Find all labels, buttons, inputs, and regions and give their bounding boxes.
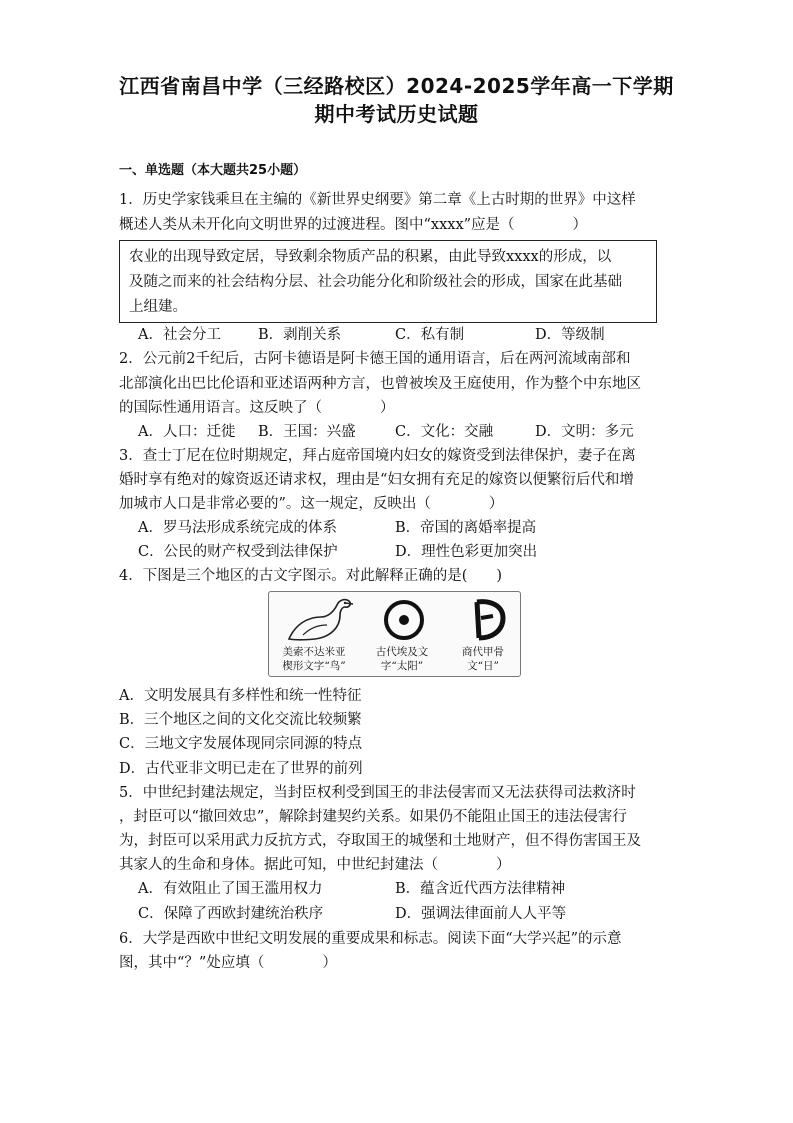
caption-egyptian-1: 古代埃及文 — [375, 646, 429, 658]
q3-option-c[interactable]: C．公民的财产权受到法律保护 — [138, 544, 338, 560]
caption-cuneiform-2: 楔形文字“鸟” — [282, 660, 346, 672]
q2-stem-line2: 北部演化出巴比伦语和亚述语两种方言，也曾被埃及王庭使用，作为整个中东地区 — [119, 376, 641, 392]
q3-stem-line1: 3．查士丁尼在位时期规定，拜占庭帝国境内妇女的嫁资受到法律保护，妻子在离 — [119, 448, 636, 464]
q4-option-c[interactable]: C．三地文字发展体现同宗同源的特点 — [119, 736, 363, 752]
q2-option-c[interactable]: C．文化：交融 — [395, 424, 494, 440]
caption-cuneiform-1: 美索不达米亚 — [282, 646, 346, 658]
q5-option-c[interactable]: C．保障了西欧封建统治秩序 — [138, 906, 324, 922]
q1-option-a[interactable]: A．社会分工 — [138, 327, 221, 343]
q1-option-c[interactable]: C．私有制 — [395, 327, 465, 343]
q1-option-b[interactable]: B．剥削关系 — [258, 327, 342, 343]
q1-stem-line2: 概述人类从未开化向文明世界的过渡进程。图中“xxxx”应是（ ） — [119, 217, 588, 233]
q4-stem: 4．下图是三个地区的古文字图示。对此解释正确的是( ) — [119, 568, 503, 584]
q1-material-box — [119, 240, 657, 323]
q4-option-b[interactable]: B．三个地区之间的文化交流比较频繁 — [119, 712, 362, 728]
q2-option-b[interactable]: B．王国：兴盛 — [258, 424, 356, 440]
q5-option-a[interactable]: A．有效阻止了国王滥用权力 — [138, 881, 323, 897]
q1-material-line1: 农业的出现导致定居，导致剩余物质产品的积累，由此导致xxxx的形成，以 — [129, 249, 612, 265]
q1-material-line2: 及随之而来的社会结构分层、社会功能分化和阶级社会的形成，国家在此基础 — [129, 274, 622, 290]
q5-option-d[interactable]: D．强调法律面前人人平等 — [395, 906, 567, 922]
caption-egyptian-2: 字“太阳” — [380, 660, 424, 672]
caption-oracle-2: 文“日” — [467, 660, 499, 672]
q3-stem-line3: 加城市人口是非常必要的”。这一规定，反映出（ ） — [119, 496, 504, 512]
egyptian-sun-icon — [382, 598, 426, 642]
q5-stem-line2: ，封臣可以“撤回效忠”，解除封建契约关系。如果仍不能阻止国王的违法侵害行 — [119, 809, 627, 825]
ancient-scripts-figure — [268, 591, 521, 677]
q2-option-d[interactable]: D．文明：多元 — [535, 424, 634, 440]
q1-stem-line1: 1．历史学家钱乘旦在主编的《新世界史纲要》第二章《上古时期的世界》中这样 — [119, 192, 636, 208]
q5-stem-line4: 其家人的生命和身体。据此可知，中世纪封建法（ ） — [119, 857, 511, 873]
q3-option-a[interactable]: A．罗马法形成系统完成的体系 — [138, 520, 337, 536]
oracle-bone-sun-icon — [469, 596, 509, 642]
section-heading: 一、单选题（本大题共25小题） — [119, 163, 307, 178]
exam-title-line1: 江西省南昌中学（三经路校区）2024-2025学年高一下学期 — [119, 74, 674, 98]
q5-stem-line3: 为，封臣可以采用武力反抗方式，夺取国王的城堡和土地财产，但不得伤害国王及 — [119, 833, 641, 849]
q3-option-d[interactable]: D．理性色彩更加突出 — [395, 544, 538, 560]
cuneiform-bird-icon — [285, 595, 355, 645]
q6-stem-line2: 图，其中“？”处应填（ ） — [119, 955, 337, 971]
q4-option-d[interactable]: D．古代亚非文明已走在了世界的前列 — [119, 761, 363, 777]
q3-option-b[interactable]: B．帝国的离婚率提高 — [395, 520, 537, 536]
q5-option-b[interactable]: B．蕴含近代西方法律精神 — [395, 881, 566, 897]
q4-option-a[interactable]: A．文明发展具有多样性和统一性特征 — [119, 688, 362, 704]
caption-oracle-1: 商代甲骨 — [462, 646, 504, 658]
q2-option-a[interactable]: A．人口：迁徙 — [138, 424, 236, 440]
q2-stem-line3: 的国际性通用语言。这反映了（ ） — [119, 400, 395, 416]
exam-title-line2: 期中考试历史试题 — [314, 102, 479, 126]
q5-stem-line1: 5．中世纪封建法规定，当封臣权利受到国王的非法侵害而又无法获得司法救济时 — [119, 785, 636, 801]
q1-option-d[interactable]: D．等级制 — [535, 327, 605, 343]
q2-stem-line1: 2．公元前2千纪后，古阿卡德语是阿卡德王国的通用语言，后在两河流域南部和 — [119, 351, 631, 367]
q6-stem-line1: 6．大学是西欧中世纪文明发展的重要成果和标志。阅读下面“大学兴起”的示意 — [119, 931, 622, 947]
q3-stem-line2: 婚时享有绝对的嫁资返还请求权，理由是“妇女拥有充足的嫁资以便繁衍后代和增 — [119, 472, 634, 488]
q1-material-line3: 上组建。 — [129, 299, 187, 315]
